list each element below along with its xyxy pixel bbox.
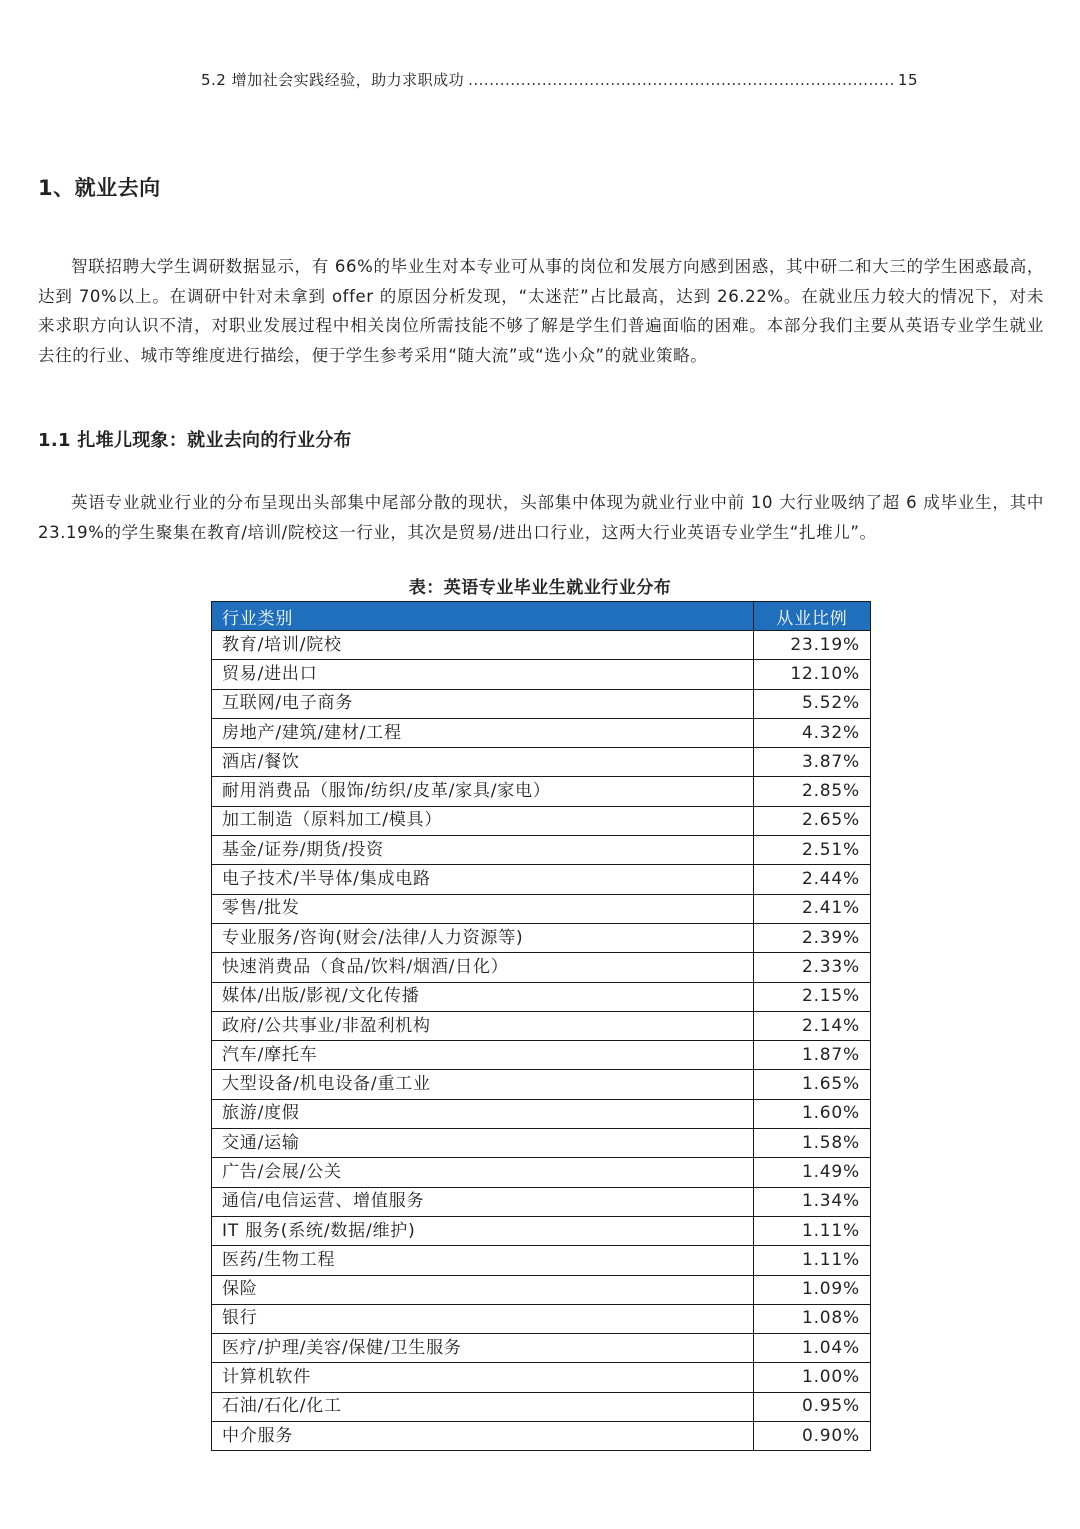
industry-category-cell: 医疗/护理/美容/保健/卫生服务	[212, 1334, 754, 1363]
toc-entry-title: 5.2 增加社会实践经验，助力求职成功	[201, 71, 465, 89]
table-row	[212, 865, 871, 894]
industry-category-cell: 交通/运输	[212, 1129, 754, 1158]
industry-category-cell: 旅游/度假	[212, 1099, 754, 1128]
table-row	[212, 689, 871, 718]
industry-category-cell: 教育/培训/院校	[212, 631, 754, 660]
table-row	[212, 1187, 871, 1216]
table-row	[212, 1070, 871, 1099]
employment-ratio-cell: 2.44%	[754, 865, 871, 894]
table-caption: 表：英语专业毕业生就业行业分布	[408, 578, 672, 598]
section-heading: 1、就业去向	[38, 176, 161, 200]
employment-ratio-cell: 12.10%	[754, 660, 871, 689]
table-row	[212, 923, 871, 952]
industry-category-cell: 媒体/出版/影视/文化传播	[212, 982, 754, 1011]
employment-ratio-cell: 1.87%	[754, 1041, 871, 1070]
table-row	[212, 718, 871, 747]
employment-ratio-cell: 5.52%	[754, 689, 871, 718]
table-row	[212, 1216, 871, 1245]
industry-category-cell: 医药/生物工程	[212, 1246, 754, 1275]
toc-entry[interactable]	[201, 68, 918, 92]
table-header-row	[212, 602, 871, 631]
industry-category-cell: 快速消费品（食品/饮料/烟酒/日化）	[212, 953, 754, 982]
industry-category-cell: 石油/石化/化工	[212, 1392, 754, 1421]
industry-category-cell: 通信/电信运营、增值服务	[212, 1187, 754, 1216]
employment-ratio-cell: 1.11%	[754, 1246, 871, 1275]
table-row	[212, 1275, 871, 1304]
table-row	[212, 806, 871, 835]
industry-distribution-table	[211, 601, 871, 1451]
industry-category-cell: 银行	[212, 1304, 754, 1333]
table-row	[212, 836, 871, 865]
employment-ratio-cell: 3.87%	[754, 748, 871, 777]
industry-category-cell: 政府/公共事业/非盈利机构	[212, 1011, 754, 1040]
industry-category-cell: 保险	[212, 1275, 754, 1304]
employment-ratio-cell: 2.15%	[754, 982, 871, 1011]
employment-ratio-cell: 1.65%	[754, 1070, 871, 1099]
employment-ratio-cell: 1.09%	[754, 1275, 871, 1304]
table-row	[212, 777, 871, 806]
table-row	[212, 953, 871, 982]
table-row	[212, 1304, 871, 1333]
table-row	[212, 982, 871, 1011]
header-category: 行业类别	[212, 602, 754, 631]
employment-ratio-cell: 2.85%	[754, 777, 871, 806]
employment-ratio-cell: 1.49%	[754, 1158, 871, 1187]
employment-ratio-cell: 2.65%	[754, 806, 871, 835]
industry-category-cell: 计算机软件	[212, 1363, 754, 1392]
employment-ratio-cell: 2.41%	[754, 894, 871, 923]
industry-category-cell: 酒店/餐饮	[212, 748, 754, 777]
industry-category-cell: 耐用消费品（服饰/纺织/皮革/家具/家电）	[212, 777, 754, 806]
industry-category-cell: 中介服务	[212, 1422, 754, 1451]
table-row	[212, 1158, 871, 1187]
employment-ratio-cell: 2.33%	[754, 953, 871, 982]
table-row	[212, 1099, 871, 1128]
industry-category-cell: 互联网/电子商务	[212, 689, 754, 718]
employment-ratio-cell: 2.51%	[754, 836, 871, 865]
employment-ratio-cell: 1.08%	[754, 1304, 871, 1333]
employment-ratio-cell: 1.00%	[754, 1363, 871, 1392]
industry-category-cell: 专业服务/咨询(财会/法律/人力资源等)	[212, 923, 754, 952]
industry-category-cell: 汽车/摩托车	[212, 1041, 754, 1070]
subsection-paragraph: 英语专业就业行业的分布呈现出头部集中尾部分散的现状，头部集中体现为就业行业中前 10 大行业吸纳了超 6 成毕业生，其中 23.19%的学生聚集在教育/培训/院校这一行业，其次是贸易/进出口行业，这两大行业英语专业学生“扎堆儿”。	[38, 493, 1044, 542]
employment-ratio-cell: 1.11%	[754, 1216, 871, 1245]
employment-ratio-cell: 0.95%	[754, 1392, 871, 1421]
table-row	[212, 894, 871, 923]
industry-category-cell: 电子技术/半导体/集成电路	[212, 865, 754, 894]
table-row	[212, 1334, 871, 1363]
table-row	[212, 1422, 871, 1451]
employment-ratio-cell: 0.90%	[754, 1422, 871, 1451]
industry-category-cell: 广告/会展/公关	[212, 1158, 754, 1187]
employment-ratio-cell: 2.14%	[754, 1011, 871, 1040]
employment-ratio-cell: 4.32%	[754, 718, 871, 747]
toc-page-number: 15	[897, 71, 918, 89]
industry-category-cell: 零售/批发	[212, 894, 754, 923]
toc-leader-dots	[468, 68, 894, 92]
employment-ratio-cell: 1.04%	[754, 1334, 871, 1363]
subsection-heading: 1.1 扎堆儿现象：就业去向的行业分布	[38, 430, 352, 451]
industry-category-cell: 加工制造（原料加工/模具）	[212, 806, 754, 835]
industry-category-cell: 房地产/建筑/建材/工程	[212, 718, 754, 747]
table-row	[212, 1246, 871, 1275]
table-row	[212, 1392, 871, 1421]
table-row	[212, 1011, 871, 1040]
table-row	[212, 660, 871, 689]
header-ratio: 从业比例	[754, 602, 871, 631]
employment-ratio-cell: 1.58%	[754, 1129, 871, 1158]
table-row	[212, 1041, 871, 1070]
industry-category-cell: IT 服务(系统/数据/维护)	[212, 1216, 754, 1245]
employment-ratio-cell: 1.60%	[754, 1099, 871, 1128]
table-row	[212, 748, 871, 777]
employment-ratio-cell: 1.34%	[754, 1187, 871, 1216]
table-body	[212, 631, 871, 1451]
table-row	[212, 1129, 871, 1158]
intro-paragraph: 智联招聘大学生调研数据显示，有 66%的毕业生对本专业可从事的岗位和发展方向感到困惑，其中研二和大三的学生困惑最高，达到 70%以上。在调研中针对未拿到 offer 的原因分析发现，“太迷茫”占比最高，达到 26.22%。在就业压力较大的情况下，对未来求职方向认识不清，对职业发展过程中相关岗位所需技能不够了解是学生们普遍面临的困难。本部分我们主要从英语专业学生就业去往的行业、城市等维度进行描绘，便于学生参考采用“随大流”或“选小众”的就业策略。	[38, 257, 1044, 365]
industry-category-cell: 大型设备/机电设备/重工业	[212, 1070, 754, 1099]
table-row	[212, 631, 871, 660]
industry-category-cell: 基金/证券/期货/投资	[212, 836, 754, 865]
employment-ratio-cell: 2.39%	[754, 923, 871, 952]
table-row	[212, 1363, 871, 1392]
industry-category-cell: 贸易/进出口	[212, 660, 754, 689]
employment-ratio-cell: 23.19%	[754, 631, 871, 660]
